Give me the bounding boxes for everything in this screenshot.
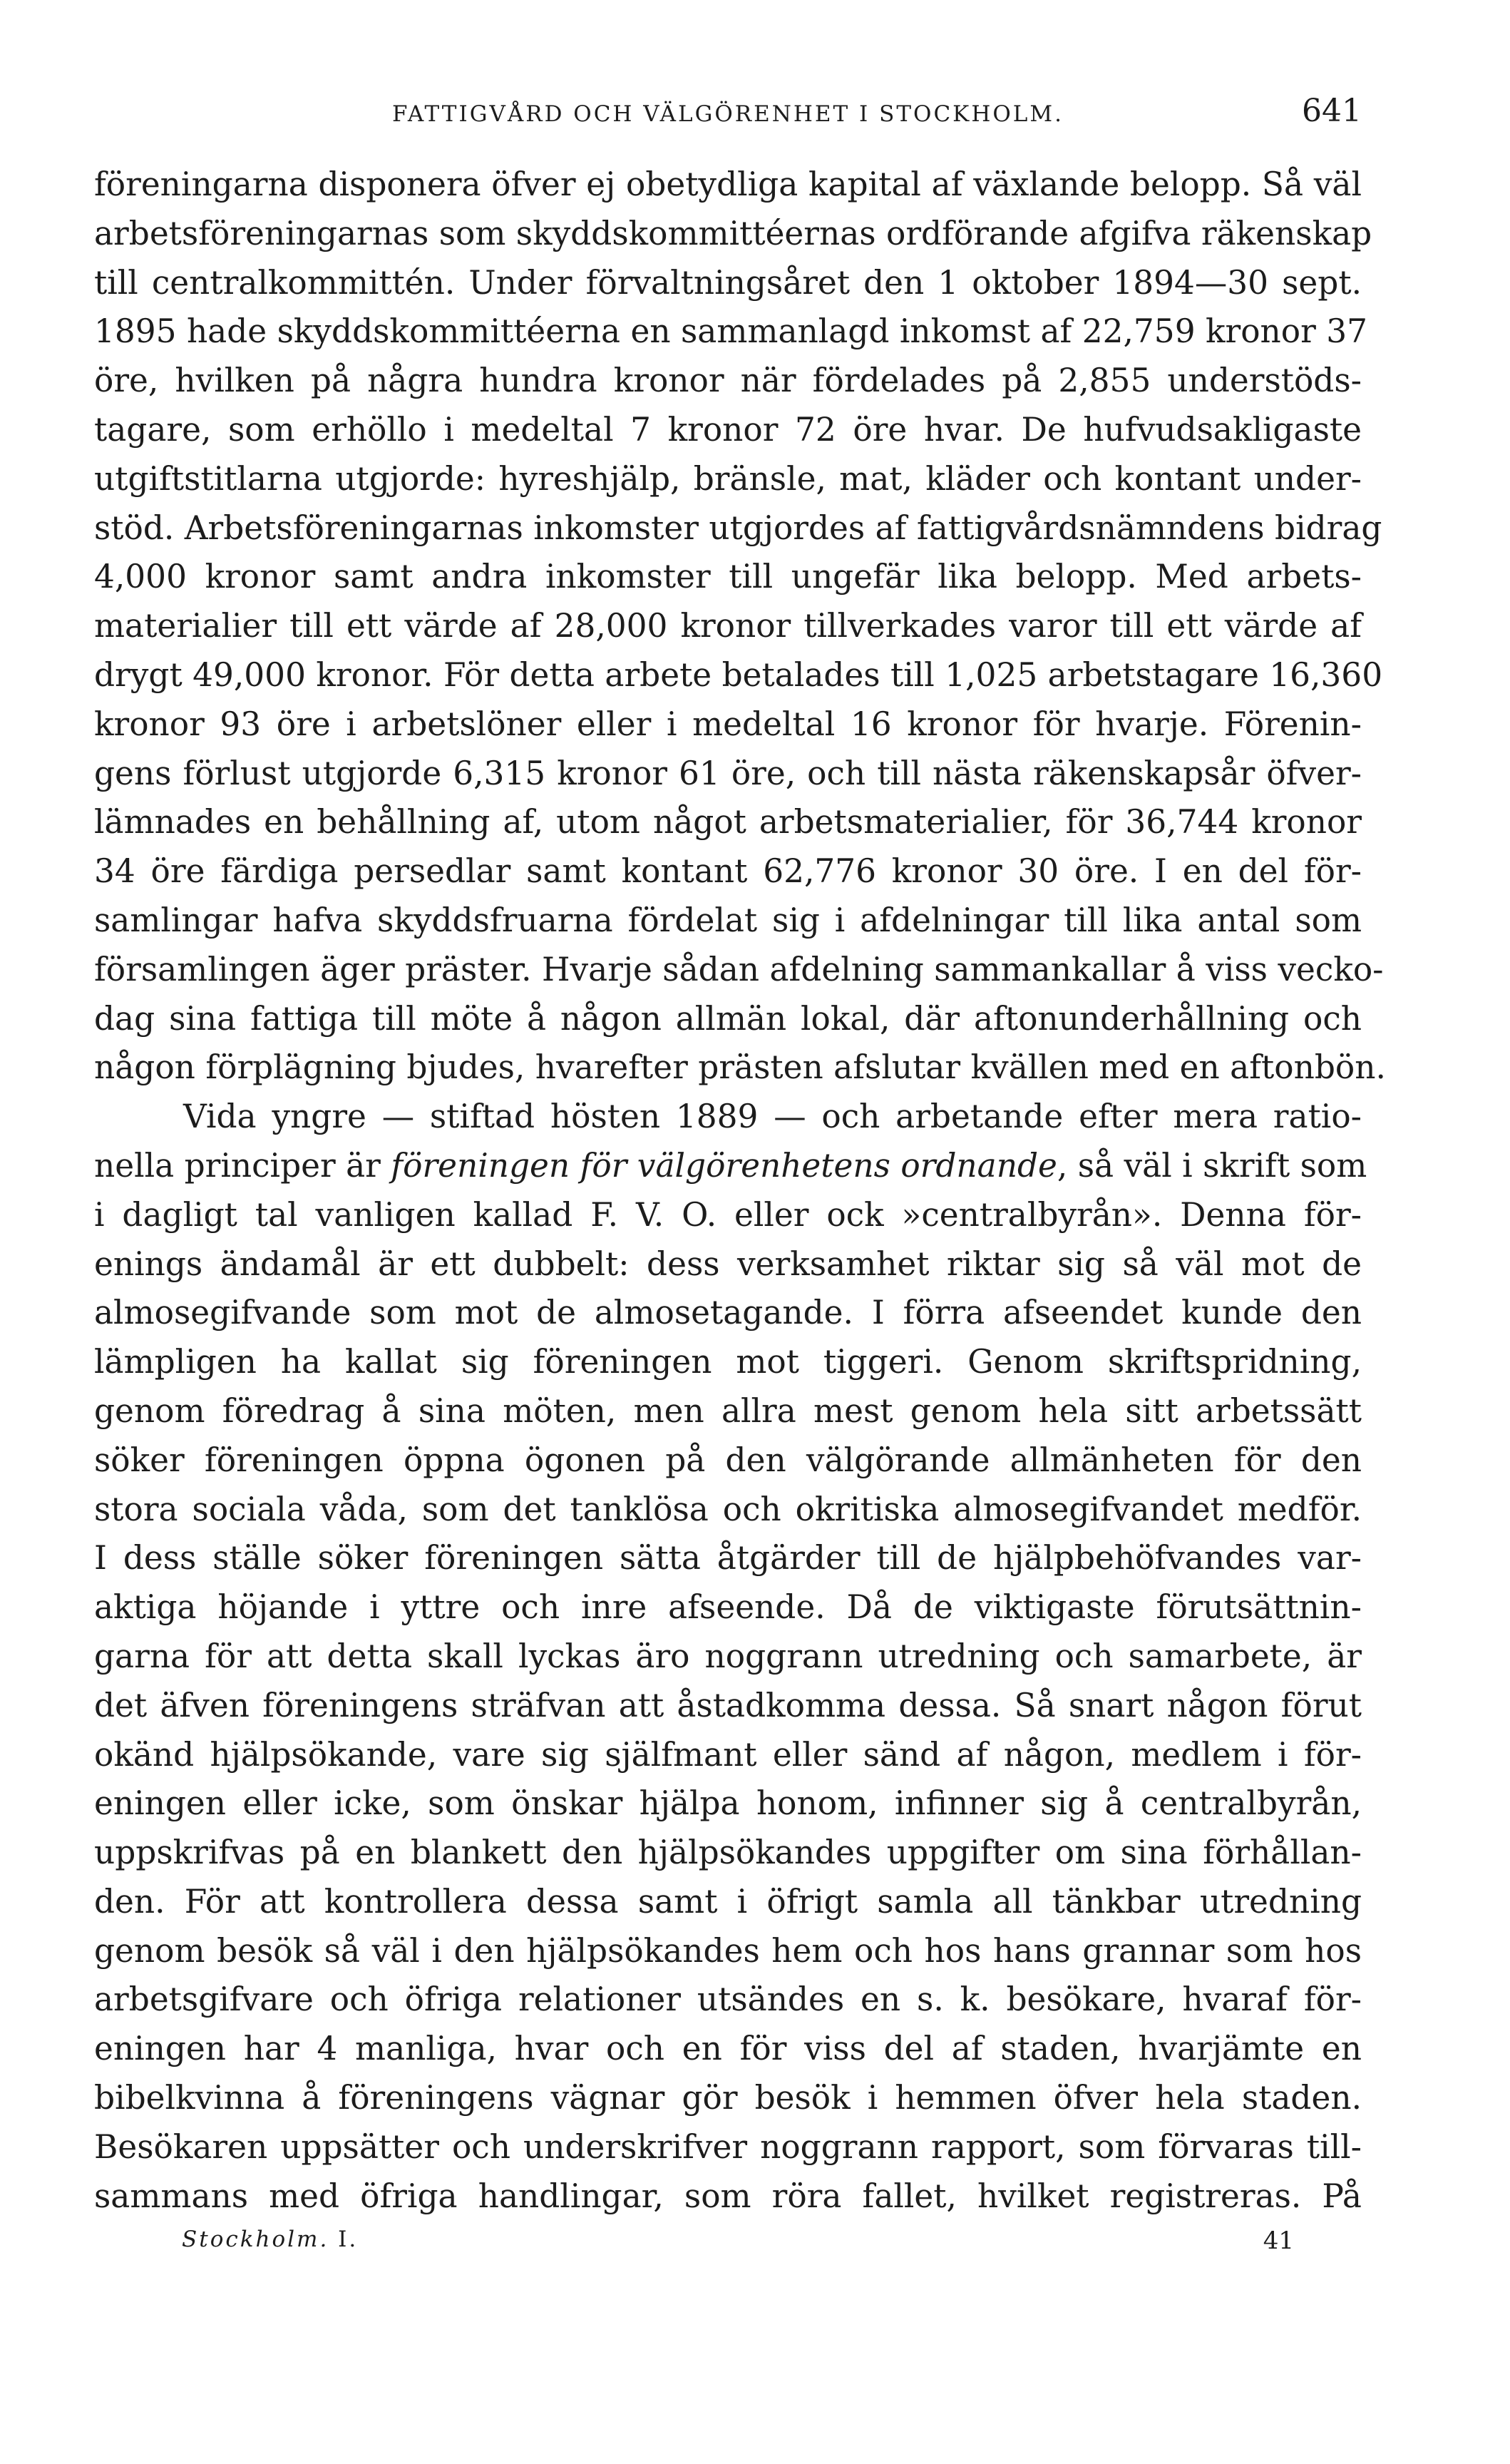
text-line: Besökaren uppsätter och underskrifver noggrann rapport, som förvaras till- [94,2127,1362,2166]
text-line: till centralkommittén. Under förvaltningsåret den 1 oktober 1894—30 sept. [94,263,1362,302]
text-line: stora sociala våda, som det tanklösa och okritiska almosegifvandet medför. [94,1490,1362,1528]
text-line: dag sina fattiga till möte å någon allmän lokal, där aftonunderhållning och [94,999,1362,1038]
text-run: , så väl i skrift som [1057,1146,1367,1185]
text-line: almosegifvande som mot de almosetagande. I förra afseendet kunde den [94,1294,1362,1332]
signature-volume: I. [338,2227,359,2252]
text-line: kronor 93 öre i arbetslöner eller i medeltal 16 kronor för hvarje. Förenin- [94,705,1362,743]
text-line: bibelkvinna å föreningens vägnar gör besök i hemmen öfver hela staden. [94,2079,1362,2117]
sheet-number: 41 [1263,2227,1294,2255]
text-line: någon förplägning bjudes, hvarefter prästen afslutar kvällen med en aftonbön. [94,1048,1386,1087]
text-line: stöd. Arbetsföreningarnas inkomster utgjordes af fattigvårdsnämndens bidrag [94,508,1382,547]
text-line: söker föreningen öppna ögonen på den välgörande allmänheten för den [94,1441,1362,1479]
signature-mark [182,2227,358,2252]
text-line: drygt 49,000 kronor. För detta arbete betalades till 1,025 arbetstagare 16,360 [94,655,1383,694]
text-line: arbetsgifvare och öfriga relationer utsändes en s. k. besökare, hvaraf för- [94,1980,1362,2019]
text-line: gens förlust utgjorde 6,315 kronor 61 öre, och till nästa räkenskapsår öfver- [94,754,1362,792]
text-line: 34 öre färdiga persedlar samt kontant 62,776 kronor 30 öre. I en del för- [94,852,1362,891]
text-line: I dess ställe söker föreningen sätta åtgärder till de hjälpbehöfvandes var- [94,1539,1362,1578]
text-line-with-italic [94,1142,1367,1191]
text-line: lämnades en behållning af, utom något arbetsmaterialier, för 36,744 kronor [94,803,1362,842]
text-line: enings ändamål är ett dubbelt: dess verksamhet riktar sig så väl mot de [94,1244,1362,1283]
text-line: materialier till ett värde af 28,000 kronor tillverkades varor till ett värde af [94,607,1362,645]
text-line: arbetsföreningarnas som skyddskommittéernas ordförande afgifva räkenskap [94,214,1372,252]
text-line: genom föredrag å sina möten, men allra mest genom hela sitt arbetssätt [94,1391,1362,1430]
text-line: uppskrifvas på en blankett den hjälpsökandes uppgifter om sina förhållan- [94,1834,1362,1872]
text-line: okänd hjälpsökande, vare sig själfmant eller sänd af någon, medlem i för- [94,1735,1362,1774]
text-line: den. För att kontrollera dessa samt i öfrigt samla all tänkbar utredning [94,1882,1362,1921]
text-line: det äfven föreningens sträfvan att åstadkomma dessa. Så snart någon förut [94,1686,1362,1724]
text-line: 1895 hade skyddskommittéerna en sammanlagd inkomst af 22,759 kronor 37 [94,312,1367,351]
text-line: föreningarna disponera öfver ej obetydliga kapital af växlande belopp. Så väl [94,165,1362,203]
signature-name: Stockholm. [182,2227,329,2252]
text-line: eningen har 4 manliga, hvar och en för viss del af staden, hvarjämte en [94,2030,1362,2068]
text-line: utgiftstitlarna utgjorde: hyreshjälp, bränsle, mat, kläder och kontant under- [94,459,1362,498]
text-line: 4,000 kronor samt andra inkomster till ungefär lika belopp. Med arbets- [94,558,1362,596]
body-text [94,160,1386,2221]
text-line: genom besök så väl i den hjälpsökandes hem och hos hans grannar som hos [94,1931,1362,1970]
text-line: öre, hvilken på några hundra kronor när fördelades på 2,855 understöds- [94,362,1362,400]
text-line: aktiga höjande i yttre och inre afseende. Då de viktigaste förutsättnin- [94,1588,1362,1627]
text-line: garna för att detta skall lyckas äro noggrann utredning och samarbete, är [94,1637,1362,1675]
text-run: nella principer är [94,1146,391,1185]
paragraph-first-line: Vida yngre — stiftad hösten 1889 — och arbetande efter mera ratio- [183,1098,1362,1136]
text-line: i dagligt tal vanligen kallad F. V. O. eller ock »centralbyrån». Denna för- [94,1195,1362,1234]
text-line: samlingar hafva skyddsfruarna fördelat sig i afdelningar till lika antal som [94,901,1362,939]
text-line: sammans med öfriga handlingar, som röra fallet, hvilket registreras. På [94,2177,1362,2215]
text-line: eningen eller icke, som önskar hjälpa honom, infinner sig å centralbyrån, [94,1784,1362,1823]
text-line: lämpligen ha kallat sig föreningen mot tiggeri. Genom skriftspridning, [94,1343,1362,1381]
page-number: 641 [1302,93,1362,129]
running-title: FATTIGVÅRD OCH VÄLGÖRENHET I STOCKHOLM. [392,101,1064,127]
page-footer [182,2227,1294,2262]
page-header [94,93,1362,136]
text-line: församlingen äger präster. Hvarje sådan afdelning sammankallar å viss vecko- [94,950,1384,988]
association-name: föreningen för välgörenhetens ordnande [391,1146,1057,1185]
text-line: tagare, som erhöllo i medeltal 7 kronor 72 öre hvar. De hufvudsakligaste [94,410,1362,449]
